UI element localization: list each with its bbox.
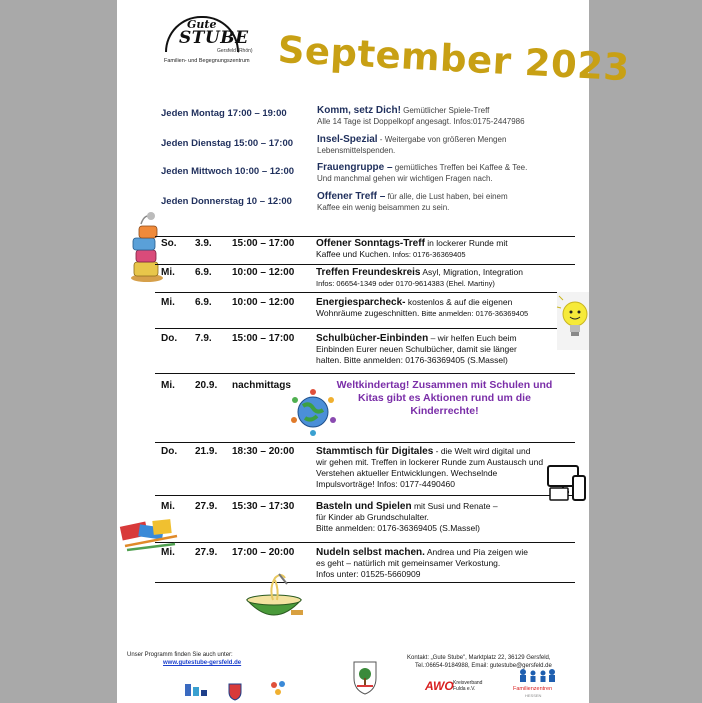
logo-subtitle: Familien- und Begegnungszentrum [164,58,250,64]
event-time: 18:30 – 20:00 [232,446,295,457]
event-time: nachmittags [232,380,291,391]
row-divider [155,373,575,374]
weekly-day-thursday: Jeden Donnerstag 10 – 12:00 [161,196,292,207]
event-time: 15:00 – 17:00 [232,238,295,249]
footer-contact-address: Kontakt: „Gute Stube", Marktplatz 22, 36129 Gersfeld, [407,655,551,661]
awo-subtitle [453,680,482,692]
event-line: halten. Bitte anmelden: 0176-36369405 (S.Massel) [316,355,508,365]
event-weekday: Mi. [161,380,175,391]
row-divider [155,495,575,496]
event-weekday: So. [161,238,177,249]
noodle-bowl-icon [243,570,305,626]
event-title: Schulbücher-Einbinden [316,333,429,344]
familienzentren-sub: HESSEN [525,693,542,698]
weekly-desc: Lebensmittelspenden. [317,146,396,155]
event-weekday: Mi. [161,267,175,278]
devices-icon [547,464,587,502]
event-text [316,267,576,289]
event-line: in lockerer Runde mit [424,238,508,248]
logo-gute: Gute [187,18,217,31]
weekly-entry-monday [317,105,525,127]
weekly-title: Insel-Spezial [317,134,378,145]
event-date: 7.9. [195,333,212,344]
awo-sub-line: Fulda e.V. [453,686,476,692]
event-line: Bitte anmelden: 0176-36369405 [419,309,529,318]
weekly-desc: gemütliches Treffen bei Kaffee & Tee. [392,163,528,172]
row-divider [155,442,575,443]
event-line: Einbinden Eurer neuen Schulbücher, damit sie länger [316,344,517,354]
row-divider [155,542,575,543]
logo-town: Gersfeld (Rhön) [217,48,253,54]
event-line: Impulsvorträge! Infos: 0177-4490460 [316,479,455,489]
row-divider [155,236,575,237]
weekly-title: Frauengruppe – [317,162,393,173]
event-line: Wohnräume zugeschnitten. [316,308,420,318]
event-date: 27.9. [195,547,218,558]
weekly-title: Komm, setz Dich! [317,105,401,116]
event-line: mit Susi und Renate – [411,501,498,511]
event-date: 20.9. [195,380,218,391]
weekly-day-tuesday: Jeden Dienstag 15:00 – 17:00 [161,138,294,149]
event-line: wir gehen mit. Treffen in lockerer Runde zum Austausch und [316,457,544,467]
event-text [316,297,561,319]
event-line: es geht – natürlich mit gemeinsamer Verkostung. [316,558,501,568]
kindertag-line: Kinderrechte! [410,405,479,417]
event-line: – wir helfen Euch beim [428,333,517,343]
event-time: 15:30 – 17:30 [232,501,295,512]
event-time: 15:00 – 17:00 [232,333,295,344]
page-title: September 2023 [276,28,631,90]
awo-logo: AWO [425,679,454,693]
event-weekday: Mi. [161,297,175,308]
event-title: Nudeln selbst machen. [316,547,425,558]
footer-website-link[interactable]: www.gutestube-gersfeld.de [163,660,242,666]
event-line: Bitte anmelden: 0176-36369405 (S.Massel) [316,523,480,533]
event-title: Energiesparcheck- [316,297,406,308]
event-text [316,333,576,366]
footer-contact-phone-email: Tel.:06654-9184988, Email: gutestube@gersfeld.de [415,663,552,669]
event-title: Basteln und Spielen [316,501,412,512]
row-divider [155,582,575,583]
event-weekday: Do. [161,446,178,457]
event-time: 10:00 – 12:00 [232,297,295,308]
familienzentren-label: Familienzentren [513,686,553,692]
event-weekday: Mi. [161,547,175,558]
flyer-page [117,0,631,703]
event-title: Treffen Freundeskreis [316,267,421,278]
weekly-entry-wednesday [317,162,527,184]
event-date: 3.9. [195,238,212,249]
footer-program-label: Unser Programm finden Sie auch unter: [127,652,233,658]
event-date: 27.9. [195,501,218,512]
weekly-title: Offener Treff – [317,191,386,202]
event-text [316,547,576,580]
row-divider [155,264,575,265]
weekly-entry-thursday [317,191,508,213]
event-line: Asyl, Migration, Integration [420,267,524,277]
partner-logo-icon [185,682,209,698]
event-date: 21.9. [195,446,218,457]
weekly-desc: Und manchmal gehen wir wichtigen Fragen nach. [317,174,493,183]
globe-children-icon [287,386,339,438]
event-weekday: Mi. [161,501,175,512]
weekly-desc: Gemütlicher Spiele-Treff [400,106,490,115]
hessen-crest-icon [229,684,241,700]
event-line: Andrea und Pia zeigen wie [424,547,528,557]
kindertag-line: Weltkindertag! Zusammen mit Schulen und [336,379,553,391]
awo-sub-line: Kreisverband [453,680,483,686]
familienzentren-people-icon [517,668,557,682]
event-line: Infos: 06654-1349 oder 0170-9614383 (Ehel. Martiny) [316,279,495,288]
gersfeld-crest-icon [353,660,377,694]
row-divider [155,328,575,329]
event-line: für Kinder ab Grundschulalter. [316,512,429,522]
weekly-day-monday: Jeden Montag 17:00 – 19:00 [161,108,287,119]
event-time: 10:00 – 12:00 [232,267,295,278]
event-line: Infos unter: 01525-5660909 [316,569,421,579]
family-logo-icon [269,680,289,698]
event-title: Stammtisch für Digitales [316,446,434,457]
weekly-day-wednesday: Jeden Mittwoch 10:00 – 12:00 [161,166,295,177]
event-line: Verstehen aktueller Entwicklungen. Wechselnde [316,468,498,478]
weekly-entry-tuesday [317,134,506,156]
event-line: kostenlos & auf die eigenen [405,297,513,307]
weekly-desc: Kaffee ein wenig beisammen zu sein. [317,203,450,212]
event-date: 6.9. [195,267,212,278]
row-divider [155,292,575,293]
kindertag-announcement [317,379,572,418]
event-text [316,238,576,260]
kindertag-line: Kitas gibt es Aktionen rund um die [358,392,531,404]
event-title: Offener Sonntags-Treff [316,238,425,249]
event-line: - die Welt wird digital und [433,446,531,456]
weekly-desc: Alle 14 Tage ist Doppelkopf angesagt. Infos:0175-2447986 [317,117,525,126]
weekly-desc: - Weitergabe von größeren Mengen [377,135,507,144]
logo-stube: STUBE [179,28,249,48]
event-time: 17:00 – 20:00 [232,547,295,558]
event-text [316,501,576,534]
event-weekday: Do. [161,333,178,344]
weekly-desc: für alle, die Lust haben, bei einem [385,192,508,201]
event-line: Infos: 0176-36369405 [390,250,466,259]
event-date: 6.9. [195,297,212,308]
event-line: Kaffee und Kuchen. [316,249,391,259]
event-text [316,446,578,490]
